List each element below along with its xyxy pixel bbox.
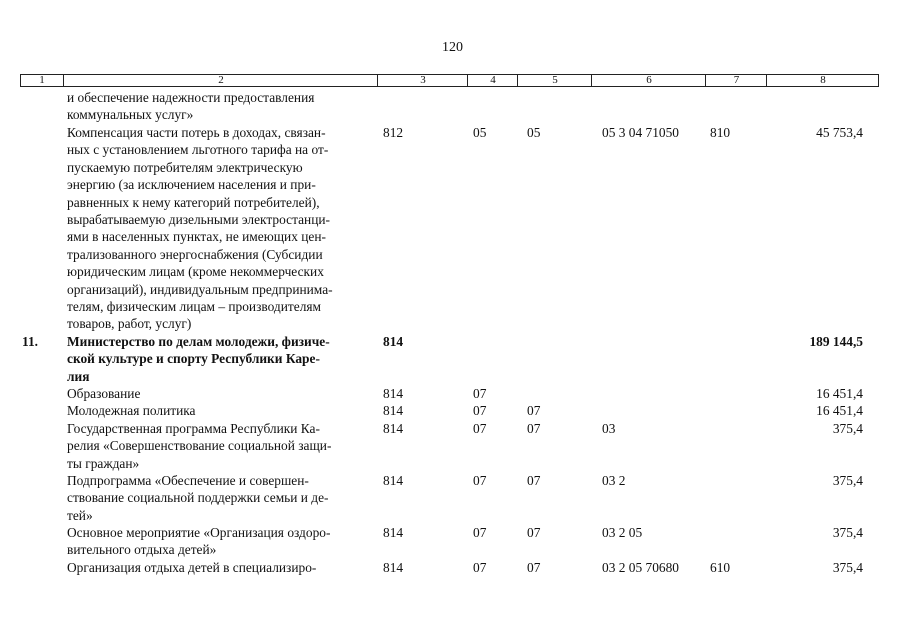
row-name-line: ской культуре и спорту Республики Каре- (67, 351, 320, 367)
cell-c8: 189 144,5 (809, 334, 863, 349)
cell-c3: 814 (383, 403, 404, 418)
row-name-line: юридическим лицам (кроме некоммерческих (67, 264, 324, 280)
row-name-line: Организация отдыха детей в специализиро- (67, 560, 317, 575)
row-name-line: равненных к нему категорий потребителей), (67, 194, 320, 210)
row-name-line: Подпрограмма «Обеспечение и совершен- (67, 473, 309, 488)
cell-c4: 07 (473, 525, 487, 540)
row-name-line: ты граждан» (67, 455, 140, 471)
cell-c4: 07 (473, 473, 487, 488)
cell-c6: 05 3 04 71050 (602, 125, 679, 140)
row-name (67, 89, 372, 124)
cell-c6: 03 2 05 (602, 525, 643, 540)
cell-c8: 375,4 (832, 525, 863, 540)
row-name-line: Компенсация части потерь в доходах, связан- (67, 125, 326, 140)
header-cell-7: 7 (705, 75, 767, 86)
row-name-line: Государственная программа Республики Ка- (67, 421, 320, 436)
row-name (67, 559, 372, 576)
cell-c4: 07 (473, 421, 487, 436)
row-name-line: лия (67, 368, 90, 384)
cell-c5: 05 (527, 125, 541, 140)
row-name-line: и обеспечение надежности предоставления (67, 90, 315, 105)
cell-c3: 814 (383, 386, 404, 401)
row-name-line: ствование социальной поддержки семьи и де- (67, 490, 329, 506)
cell-c8: 375,4 (832, 473, 863, 488)
cell-c3: 814 (383, 473, 404, 488)
cell-c8: 375,4 (832, 560, 863, 575)
row-name-line: релия «Совершенствование социальной защи- (67, 438, 332, 454)
cell-c8: 16 451,4 (816, 403, 863, 418)
row-name-line: энергию (за исключением населения и при- (67, 177, 316, 193)
cell-c4: 07 (473, 560, 487, 575)
row-name-line: Министерство по делам молодежи, физиче- (67, 334, 330, 349)
header-cell-3: 3 (377, 75, 468, 86)
row-name-line: вырабатываемую дизельными электростанци- (67, 212, 330, 228)
row-name-line: ями в населенных пунктах, не имеющих цен- (67, 229, 326, 245)
cell-c7: 810 (710, 125, 731, 140)
row-name-line: трализованного энергоснабжения (Субсидии (67, 246, 323, 262)
row-name (67, 385, 372, 402)
header-cell-5: 5 (517, 75, 592, 86)
header-cell-6: 6 (591, 75, 706, 86)
cell-c5: 07 (527, 403, 541, 418)
cell-c5: 07 (527, 421, 541, 436)
cell-c4: 07 (473, 386, 487, 401)
cell-c8: 375,4 (832, 421, 863, 436)
table-header-row (20, 74, 879, 87)
cell-c8: 45 753,4 (816, 125, 863, 140)
cell-c4: 07 (473, 403, 487, 418)
cell-c3: 812 (383, 125, 404, 140)
row-name-line: ных с установлением льготного тарифа на от- (67, 142, 329, 158)
header-cell-2: 2 (63, 75, 378, 86)
row-name (67, 472, 372, 524)
row-name-line: товаров, работ, услуг) (67, 316, 192, 332)
cell-c6: 03 2 05 70680 (602, 560, 679, 575)
cell-c5: 07 (527, 473, 541, 488)
page-number: 120 (442, 40, 463, 55)
cell-c4: 05 (473, 125, 487, 140)
row-name-line: тей» (67, 507, 93, 523)
row-name-line: организаций), индивидуальным предпринима- (67, 281, 333, 297)
row-name-line: телям, физическим лицам – производителям (67, 299, 322, 315)
cell-c3: 814 (383, 334, 404, 349)
cell-c3: 814 (383, 525, 404, 540)
row-name (67, 124, 372, 333)
cell-c7: 610 (710, 560, 731, 575)
cell-c5: 07 (527, 525, 541, 540)
header-cell-1: 1 (39, 74, 45, 86)
row-name (67, 420, 372, 472)
cell-c3: 814 (383, 560, 404, 575)
cell-c5: 07 (527, 560, 541, 575)
cell-c6: 03 2 (602, 473, 626, 488)
row-name (67, 524, 372, 559)
header-cell-8: 8 (766, 75, 879, 86)
row-name (67, 402, 372, 419)
cell-c8: 16 451,4 (816, 386, 863, 401)
header-cell-4: 4 (467, 75, 518, 86)
row-name-line: Основное мероприятие «Организация оздоро- (67, 525, 331, 540)
cell-c3: 814 (383, 421, 404, 436)
row-name-line: вительного отдыха детей» (67, 542, 217, 558)
row-name-line: Молодежная политика (67, 403, 196, 418)
row-name-line: Образование (67, 386, 141, 401)
row-name-line: коммунальных услуг» (67, 107, 194, 123)
row-name-line: пускаемую потребителям электрическую (67, 159, 303, 175)
row-number: 11. (22, 334, 38, 349)
row-name (67, 333, 372, 385)
cell-c6: 03 (602, 421, 616, 436)
